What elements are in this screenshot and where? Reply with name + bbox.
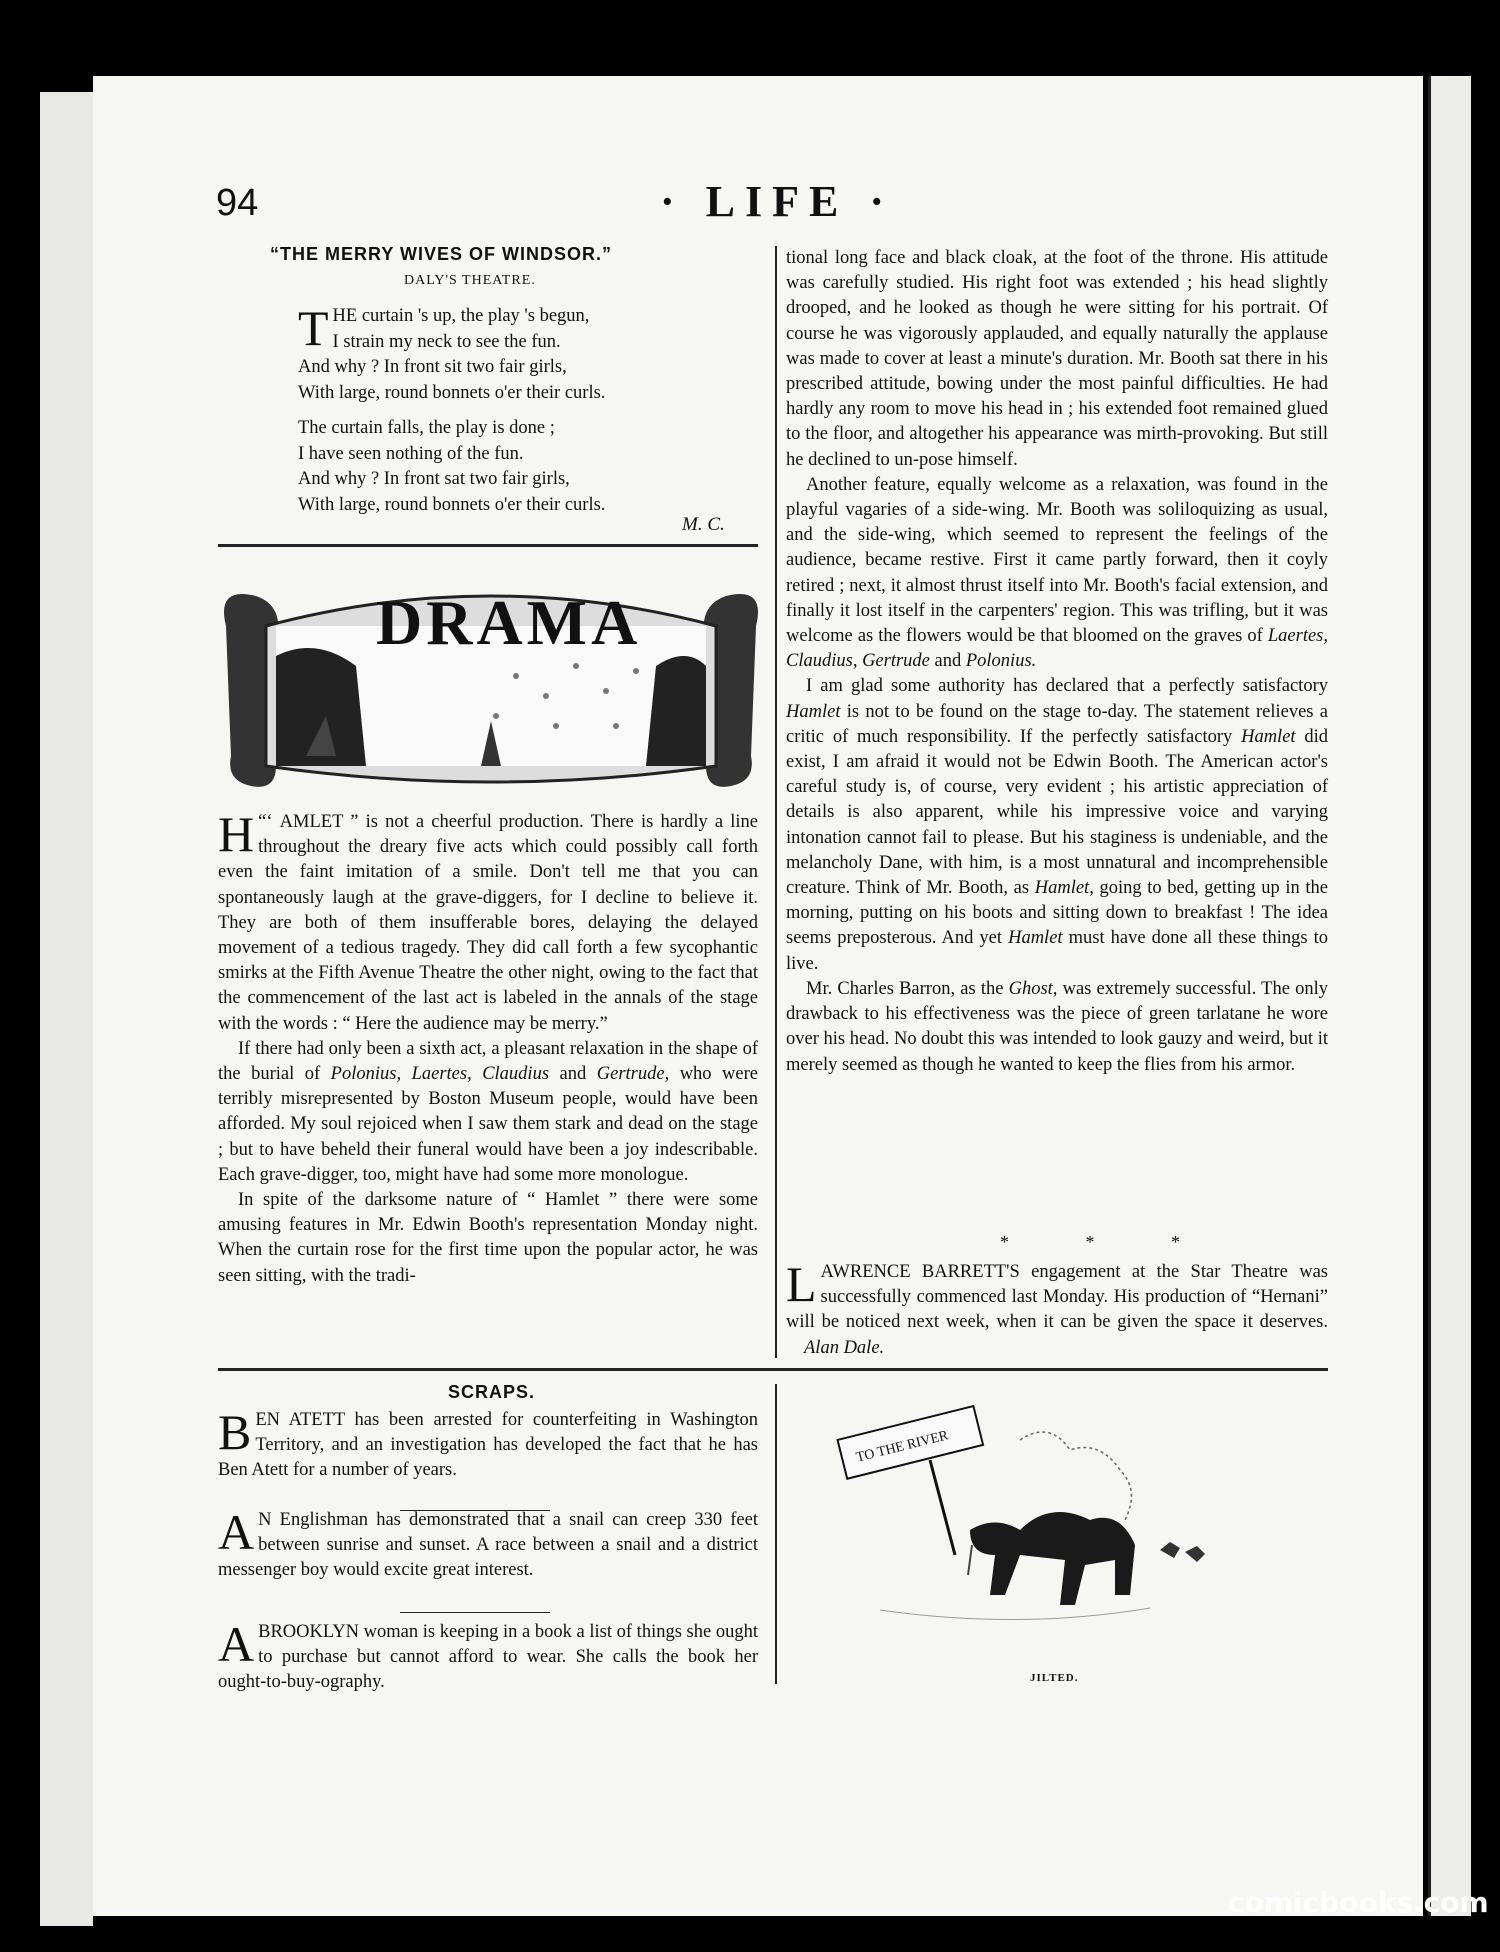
- drop-cap: H: [218, 806, 255, 862]
- poem-line: I strain my neck to see the fun.: [332, 331, 561, 352]
- sign-text: TO THE RIVER: [854, 1428, 950, 1466]
- poem-title: “THE MERRY WIVES OF WINDSOR.”: [270, 244, 613, 264]
- barrett-notice: LAWRENCE BARRETT'S engagement at the Star Theatre was successfully commenced last Monday. His production of “Hernani” will be noticed next week, when it can be given the space it deserves. Alan Dale.: [786, 1256, 1328, 1358]
- column-rule: [775, 246, 777, 1358]
- quote-mark: “‘: [258, 812, 280, 832]
- poem: [298, 300, 606, 518]
- drama-column-right: tional long face and black cloak, at the foot of the throne. His attitude was carefully studied. His right foot was extended ; his head slightly drooped, and he looked as though he were sitting for his portrait. Of course he was vigorously applauded, and equally naturally the applause was made to cover at least a minute's duration. Mr. Booth sat there in his prescribed attitude, bowing under the most painful difficulties. He had hardly any room to move his head in ; his extended foot remained glued to the floor, and altogether his appearance was mirth-provoking. But still he declined to un-pose himself. Another feature, equally welcome as a relaxation, was found in the playful vagaries of a side-wing. Mr. Booth was soliloquizing as usual, and the side-wing, which seemed to represent the feelings of the audience, became restive. First it came partly forward, then it coyly retired ; next, it almost thrust itself into Mr. Booth's facial extension, and finally it lost itself in the carpenters' region. This was trifling, but it was welcome as the flowers would be that bloomed on the graves of Laertes, Claudius, Gertrude and Polonius. I am glad some authority has declared that a perfectly satisfactory Hamlet is not to be found on the stage to-day. The statement relieves a critic of much responsibility. If the perfectly satisfactory Hamlet did exist, I am afraid it would not be Edwin Booth. The American actor's careful study is, of course, very evident ; his artistic appreciation of details is also apparent, while his impressive voice and varying intonation cannot fail to please. But his staginess is undeniable, and the melancholy Dane, with him, is a most unnatural and incomprehensible creature. Think of Mr. Booth, as Hamlet, going to bed, getting up in the morning, putting on his boots and sitting down to breakfast ! The idea seems preposterous. And yet Hamlet must have done all these things to live. Mr. Charles Barron, as the Ghost, was extremely successful. The only drawback to his effectiveness was the piece of green tarlatane he wore over his head. No doubt this was intended to look gauzy and weird, but it merely seemed as though he wanted to keep the flies from his armor.: [786, 248, 1328, 1075]
- drop-cap: T: [298, 300, 329, 356]
- drama-heading: DRAMA: [376, 587, 642, 658]
- scraps-title: SCRAPS.: [448, 1382, 536, 1402]
- scrap-item: A N Englishman has demonstrated that a snail can creep 330 feet between sunrise and sunset. A race between a snail and a district messenger boy would excite great interest.: [218, 1504, 758, 1581]
- drama-column-left: “‘ H AMLET ” is not a cheerful production. There is hardly a line throughout the dreary five acts which could possibly call forth even the faint imitation of a smile. Don't tell me that you can spontaneously laugh at the grave-diggers, for I decline to believe it. They are both of them insufferable bores, delaying the delayed movement of a tedious tragedy. They did call forth a few sycophantic smirks at the Fifth Avenue Theatre the other night, owing to the fact that the commencement of the last act is labeled in the annals of the stage with the words : “ Here the audience may be merry.” If there had only been a sixth act, a pleasant relaxation in the shape of the burial of Polonius, Laertes, Claudius and Gertrude, who were terribly misrepresented by Boston Museum people, would have been afforded. My soul rejoiced when I saw them stark and dead on the stage ; but to have beheld their funeral would have been a joy indescribable. Each grave-digger, too, might have had some more monologue. In spite of the darksome nature of “ Hamlet ” there were some amusing features in Mr. Edwin Booth's representation Monday night. When the curtain rose for the first time upon the popular actor, he was seen sitting, with the tradi-: [218, 810, 758, 1289]
- poem-line: And why ? In front sit two fair girls,: [298, 357, 567, 377]
- paragraph: AMLET ” is not a cheerful production. There is hardly a line throughout the dreary five acts which could possibly call forth even the faint imitation of a smile. Don't tell me that you can spontaneously laugh at the grave-diggers, for I decline to believe it. They are both of them insufferable bores, delaying the delayed movement of a tedious tragedy. They did call forth a few sycophantic smirks at the Fifth Avenue Theatre the other night, owing to the fact that the commencement of the last act is labeled in the annals of the stage with the words : “ Here the audience may be merry.”: [218, 812, 758, 1034]
- scrap-item: A BROOKLYN woman is keeping in a book a list of things she ought to purchase but cannot afford to wear. She calls the book her ought-to-buy-ography.: [218, 1616, 758, 1693]
- jilted-cartoon: [820, 1380, 1280, 1670]
- poem-line: I have seen nothing of the fun.: [298, 443, 524, 464]
- scrap-divider: [400, 1612, 550, 1613]
- paragraph: tional long face and black cloak, at the foot of the throne. His attitude was carefully studied. His right foot was extended ; his head slightly drooped, and he looked as though he were sitting for his portrait. Of course he was vigorously applauded, and equally naturally the applause was made to cover at least a minute's duration. Mr. Booth sat there in his prescribed attitude, bowing under the most painful difficulties. He had hardly any room to move his head in ; his extended foot remained glued to the floor, and altogether his appearance was mirth-provoking. But still he declined to un-pose himself.: [786, 248, 1328, 470]
- site-watermark: comicbooks.com: [1228, 1886, 1489, 1919]
- column-rule: [775, 1384, 777, 1684]
- page-number: 94: [216, 182, 259, 224]
- poem-signature: M. C.: [682, 514, 725, 535]
- poem-line: The curtain falls, the play is done ;: [298, 418, 555, 438]
- poem-line: HE curtain 's up, the play 's begun,: [332, 306, 590, 326]
- drop-cap: A: [218, 1616, 255, 1672]
- scrap-item: BEN ATETT has been arrested for counterfeiting in Washington Territory, and an investigation has developed the fact that he has Ben Atett for a number of years.: [218, 1404, 758, 1481]
- drop-cap: B: [218, 1404, 252, 1460]
- masthead: · LIFE ·: [660, 177, 895, 226]
- section-stars: * * *: [1000, 1232, 1216, 1252]
- dog: [970, 1512, 1135, 1605]
- cartoon-caption: JILTED.: [1030, 1672, 1079, 1684]
- drop-cap: L: [786, 1256, 817, 1312]
- poem-line: With large, round bonnets o'er their curls.: [298, 494, 606, 515]
- section-rule: [218, 544, 758, 547]
- page-left-edge: [40, 92, 93, 1926]
- names: Polonius, Laertes, Claudius: [330, 1064, 550, 1085]
- section-rule: [218, 1368, 1328, 1371]
- author-signature: Alan Dale.: [804, 1337, 885, 1358]
- drop-cap: A: [218, 1504, 255, 1560]
- poem-line: With large, round bonnets o'er their curls.: [298, 382, 606, 403]
- paragraph: In spite of the darksome nature of “ Hamlet ” there were some amusing features in Mr. Edwin Booth's representation Monday night. When the curtain rose for the first time upon the popular actor, he was seen sitting, with the tradi-: [218, 1190, 758, 1286]
- drama-header-illustration: [216, 566, 766, 798]
- poem-line: And why ? In front sat two fair girls,: [298, 469, 570, 489]
- poem-subtitle: DALY'S THEATRE.: [404, 273, 536, 288]
- page-right-edge: [1428, 76, 1471, 1916]
- river-sign: [838, 1406, 984, 1479]
